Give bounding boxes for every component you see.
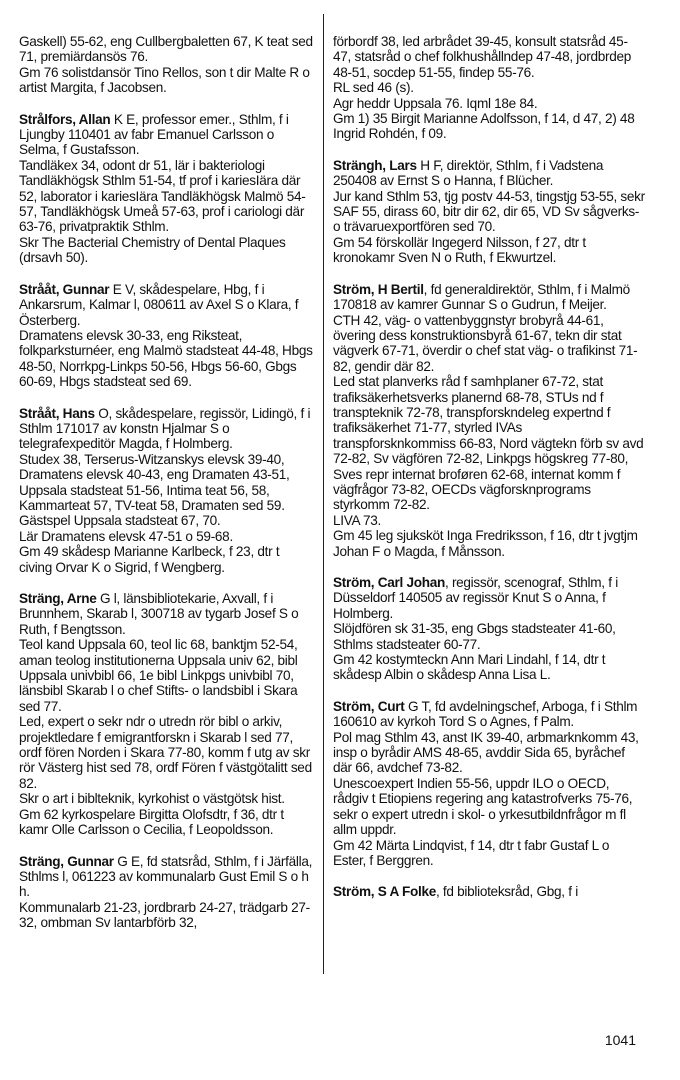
entry-paragraph: Gm 42 Märta Lindqvist, f 14, dtr t fabr Gustaf L o Ester, f Berggren.: [333, 837, 610, 868]
entry-paragraph: Lär Dramatens elevsk 47-51 o 59-68.: [19, 528, 233, 544]
entry-paragraph: CTH 42, väg- o vattenbyggnstyr brobyrå 44-61, övering dess konstruktionsbyrå 61-67, tekn dir stat vägverk 67-71, överdir o chef stat väg- o trafikinst 71-82, gendir där 82.: [333, 312, 638, 374]
biography-entry: [333, 34, 645, 142]
entry-paragraph: Led, expert o sekr ndr o utredn rör bibl o arkiv, projektledare f emigrantforskn i Skarab l sed 77, ordf fören Norden i Skara 77-80, komm f utg av skr rör Västerg hist sed 78, ordf Fören f västgötalitt sed 82.: [19, 714, 312, 791]
entry-name: Strängh, Lars: [333, 157, 417, 173]
biography-entry: [333, 575, 645, 683]
entry-name: Ström, Carl Johan: [333, 575, 445, 590]
entry-paragraph: Kommunalarb 21-23, jordbrarb 24-27, trädgarb 27-32, ombman Sv lantarbförb 32,: [19, 899, 310, 931]
entry-intro: [333, 575, 645, 621]
entry-intro: [19, 282, 315, 328]
entry-paragraph: Teol kand Uppsala 60, teol lic 68, banktjm 52-54, aman teolog institutionerna Uppsala univ 62, bibl Uppsala univbibl 66, 1e bibl Linkpgs univbibl 70, länsbibl Skarab l o chef Stifts- o landsbibl i Skara sed 77.: [19, 637, 298, 714]
entry-intro-text: , fd generaldirektör, Sthlm, f i Malmö 170818 av kamrer Gunnar S o Gudrun, f Meijer.: [333, 281, 630, 313]
entry-intro: [333, 158, 645, 189]
entry-name: Ström, S A Folke: [333, 884, 436, 900]
entry-paragraph: Gm 1) 35 Birgit Marianne Adolfsson, f 14, d 47, 2) 48 Ingrid Rohdén, f 09.: [333, 111, 635, 142]
entry-intro-text: G l, länsbibliotekarie, Axvall, f i Brunnhem, Skarab l, 300718 av tygarb Josef S o Ruth, f Bengtsson.: [19, 591, 299, 637]
entry-intro: [19, 854, 315, 900]
biography-entry: [333, 884, 645, 899]
entry-intro: [333, 282, 645, 313]
entry-paragraph: Unescoexpert Indien 55-56, uppdr ILO o OECD, rådgiv t Etiopiens regering ang katastrofverks 75-76, sekr o expert utredn i skol- o yrkesutbildnfrågor m fl allm uppdr.: [333, 775, 633, 838]
entry-paragraph: LIVA 73.: [333, 512, 381, 528]
entry-paragraph: Gm 76 solistdansör Tino Rellos, son t dir Malte R o artist Margita, f Jacobsen.: [19, 64, 310, 96]
biography-entry: [333, 158, 645, 266]
entry-intro: [19, 112, 315, 158]
entry-paragraph: Led stat planverks råd f samhplaner 67-72, stat trafiksäkerhetsverks planernd 68-78, STUs nd f transpteknik 72-78, transpforskndeleg expertnd f trafiksäkerhet 71-77, styrled IVAs transpforsknkommiss 66-83, Nord vägtekn förb sv avd 72-82, Sv vägfören 72-82, Linkpgs högskreg 77-80, Sves repr internat broføren 62-68, internat komm f vägfrågor 73-82, OECDs vägforsknprograms styrkomm 72-82.: [333, 374, 644, 513]
biography-entry: [19, 282, 315, 390]
entry-name: Sträng, Gunnar: [19, 853, 114, 869]
entry-paragraph: Agr heddr Uppsala 76. Iqml 18e 84.: [333, 95, 538, 111]
entry-paragraph: Skr o art i biblteknik, kyrkohist o västgötsk hist.: [19, 791, 285, 807]
left-column: [19, 34, 315, 947]
entry-paragraph: Gästspel Uppsala stadsteat 67, 70.: [19, 513, 221, 529]
entry-paragraph: Jur kand Sthlm 53, tjg postv 44-53, tingstjg 53-55, sekr SAF 55, dirass 60, bitr dir 62, dir 65, VD Sv sågverks-o trävaruexportfören sed 70.: [333, 188, 645, 235]
entry-intro-text: E V, skådespelare, Hbg, f i Ankarsrum, Kalmar l, 080611 av Axel S o Klara, f Österberg.: [19, 281, 299, 328]
entry-intro-text: , regissör, scenograf, Sthlm, f i Düsseldorf 140505 av regissör Knut S o Anna, f Holmberg.: [333, 575, 618, 621]
entry-name: Strååt, Gunnar: [19, 281, 110, 297]
entry-paragraph: Gm 49 skådesp Marianne Karlbeck, f 23, dtr t civing Orvar K o Sigrid, f Wengberg.: [19, 544, 280, 575]
entry-name: Sträng, Arne: [19, 591, 97, 606]
entry-intro: [333, 884, 645, 899]
entry-intro-text: G E, fd statsråd, Sthlm, f i Järfälla, Sthlms l, 061223 av kommunalarb Gust Emil S o h h.: [19, 853, 313, 900]
entry-intro: [19, 406, 315, 452]
column-divider: [323, 14, 324, 974]
biography-entry: [19, 112, 315, 266]
page-number: 1041: [604, 1032, 636, 1048]
entry-name: Ström, Curt: [333, 698, 405, 714]
entry-paragraph: Slöjdfören sk 31-35, eng Gbgs stadsteater 41-60, Sthlms stadsteater 60-77.: [333, 621, 616, 652]
entry-intro-text: O, skådespelare, regissör, Lidingö, f i Sthlm 171017 av konstn Hjalmar S o telegrafexpeditör Magda, f Holmberg.: [19, 405, 311, 452]
biography-entry: [19, 34, 315, 96]
entry-name: Strålfors, Allan: [19, 111, 111, 127]
biography-entry: [19, 591, 315, 838]
entry-paragraph: Skr The Bacterial Chemistry of Dental Plaques (drsavh 50).: [19, 234, 286, 266]
entry-paragraph: Studex 38, Terserus-Witzanskys elevsk 39-40, Dramatens elevsk 40-43, eng Dramaten 43-51, Uppsala stadsteat 51-56, Intima teat 56, 58, Kammarteat 57, TV-teat 58, Dramaten sed 59.: [19, 451, 290, 513]
entry-paragraph: Gm 45 leg sjuksköt Inga Fredriksson, f 16, dtr t jvgtjm Johan F o Magda, f Månsson.: [333, 528, 638, 559]
right-column: [333, 34, 645, 916]
entry-intro-text: G T, fd avdelningschef, Arboga, f i Sthlm 160610 av kyrkoh Tord S o Agnes, f Palm.: [333, 698, 638, 730]
entry-paragraph: Dramatens elevsk 30-33, eng Riksteat, folkparksturnéer, eng Malmö stadsteat 44-48, Hbgs 48-50, Norrkpg-Linkps 50-56, Hbgs 56-60, Gbgs 60-69, Hbgs stadsteat sed 69.: [19, 327, 313, 390]
entry-paragraph: RL sed 46 (s).: [333, 80, 414, 96]
entry-intro-text: K E, professor emer., Sthlm, f i Ljungby 110401 av fabr Emanuel Carlsson o Selma, f Gustafsson.: [19, 111, 289, 158]
entry-paragraph: förbordf 38, led arbrådet 39-45, konsult statsråd 45-47, statsråd o chef folkhushållndep 47-48, jordbrdep 48-51, socdep 51-55, findep 55-76.: [333, 34, 632, 80]
biography-entry: [19, 854, 315, 931]
entry-paragraph: Pol mag Sthlm 43, anst IK 39-40, arbmarknkomm 43, insp o byrådir AMS 48-65, avddir Sida 65, byråchef där 66, avdchef 73-82.: [333, 729, 639, 776]
entry-paragraph: Gaskell) 55-62, eng Cullbergbaletten 67, K teat sed 71, premiärdansös 76.: [19, 34, 313, 65]
entry-paragraph: Tandläkex 34, odont dr 51, lär i bakteriologi Tandläkhögsk Sthlm 51-54, tf prof i kariesIära där 52, laborator i kariesIära Tandläkhögsk Malmö 54-57, Tandläkhögsk Umeå 57-63, prof i cariologi där 63-76, privatpraktik Sthlm.: [19, 157, 306, 235]
entry-intro: [19, 591, 315, 637]
entry-intro: [333, 699, 645, 730]
biography-entry: [333, 282, 645, 559]
entry-paragraph: Gm 42 kostymteckn Ann Mari Lindahl, f 14, dtr t skådesp Albin o skådesp Anna Lisa L.: [333, 652, 606, 683]
entry-intro-text: , fd biblioteksråd, Gbg, f i: [435, 884, 578, 900]
entry-paragraph: Gm 62 kyrkospelare Birgitta Olofsdtr, f 36, dtr t kamr Olle Carlsson o Cecilia, f Leopoldsson.: [19, 806, 284, 838]
biography-entry: [333, 699, 645, 868]
entry-intro-text: H F, direktör, Sthlm, f i Vadstena 250408 av Ernst S o Hanna, f Blücher.: [333, 157, 604, 189]
entry-name: Strååt, Hans: [19, 405, 95, 421]
entry-name: Ström, H Bertil: [333, 281, 424, 297]
biography-entry: [19, 406, 315, 575]
entry-paragraph: Gm 54 förskollär Ingegerd Nilsson, f 27, dtr t kronokamr Sven N o Ruth, f Ekwurtzel.: [333, 234, 586, 266]
